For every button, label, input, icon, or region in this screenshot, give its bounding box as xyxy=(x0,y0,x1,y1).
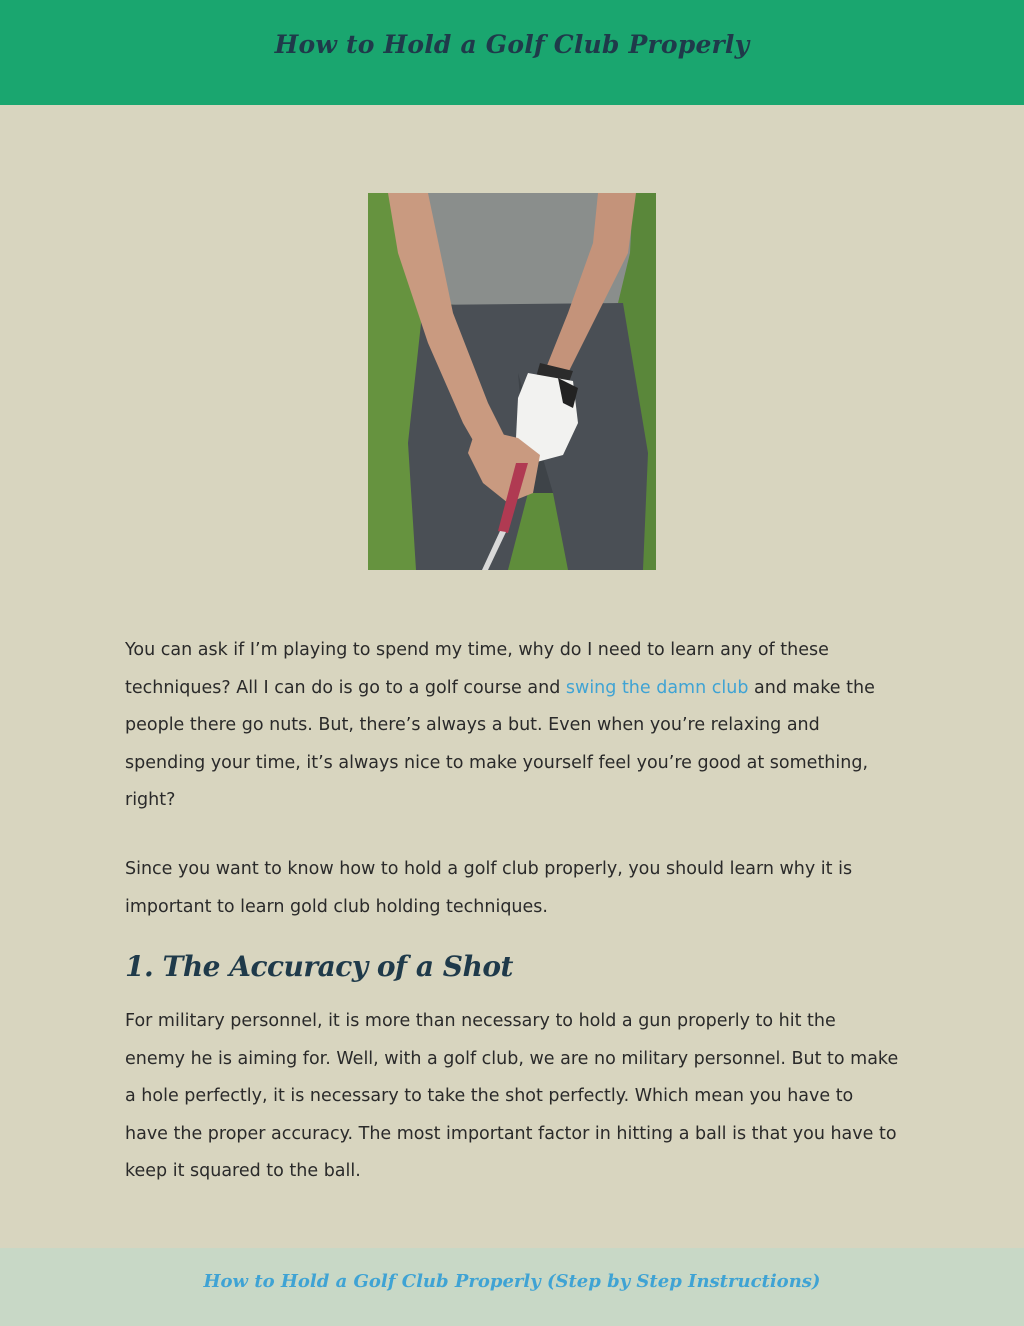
footer-article-link[interactable]: How to Hold a Golf Club Properly (Step by Step Instructions) xyxy=(203,1271,821,1292)
swing-club-link[interactable]: swing the damn club xyxy=(565,677,749,698)
why-learn-paragraph: Since you want to know how to hold a golf club properly, you should learn why it is important to learn gold club holding techniques. xyxy=(125,859,853,917)
intro-text-end: and make the people there go nuts. But, there’s always a but. Even when you’re relaxing and spending your time, it’s always nice to make yourself feel you’re good at something, right? xyxy=(125,677,875,811)
accuracy-paragraph: For military personnel, it is more than necessary to hold a gun properly to hit the enemy he is aiming for. Well, with a golf club, we are no military personnel. But to make a hole perfectly, it is necessary to take the shot perfectly. Which mean you have to have the proper accuracy. The most important factor in hitting a ball is that you have to keep it squared to the ball. xyxy=(125,1011,899,1182)
intro-text-start: You can ask if I’m playing to spend my time, why do I need to learn any of these techniques? All I can do is go to a golf course and xyxy=(125,640,829,698)
section-heading: 1. The Accuracy of a Shot xyxy=(125,950,513,983)
intro-paragraph xyxy=(125,632,900,820)
page-title: How to Hold a Golf Club Properly xyxy=(274,30,750,59)
golf-grip-photo xyxy=(368,193,656,570)
